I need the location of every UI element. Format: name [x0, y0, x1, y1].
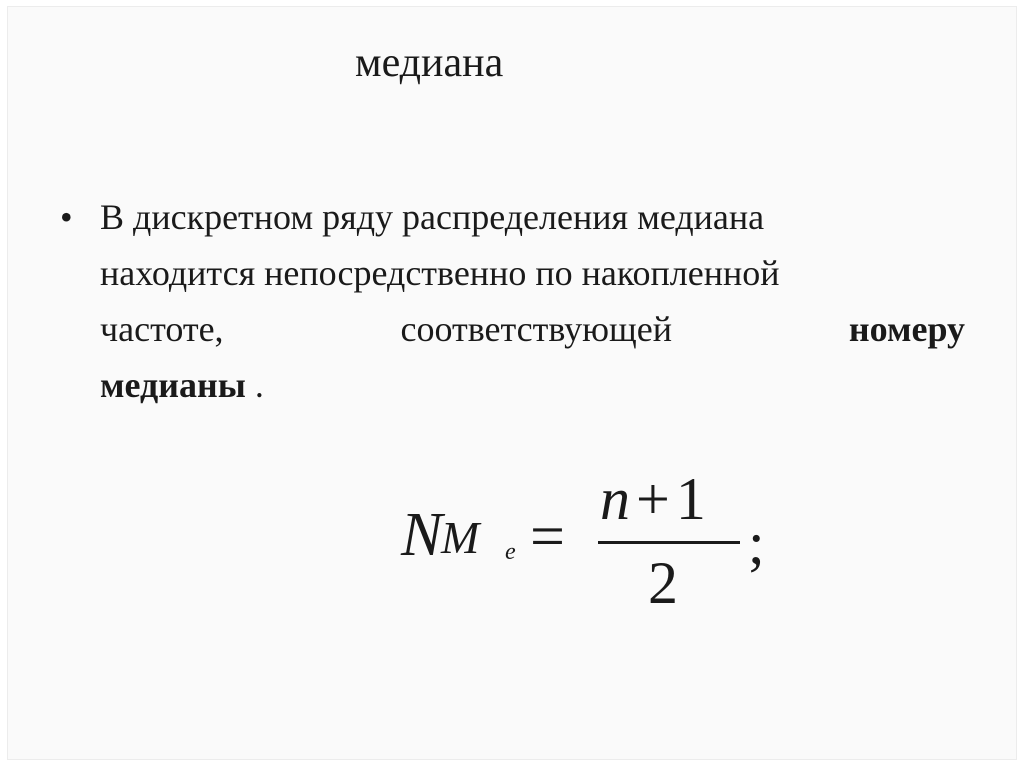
formula-N: N [401, 501, 443, 569]
paragraph-line-3 [100, 301, 965, 357]
formula-semicolon: ; [748, 510, 765, 576]
median-number-formula [395, 462, 795, 632]
line-4-period: . [245, 365, 264, 405]
line-3-word-chastote: частоте, [100, 309, 224, 349]
paragraph-line-4 [100, 357, 965, 413]
numerator-n: n [600, 466, 630, 532]
numerator-plus: + [636, 466, 670, 532]
line-4-bold-mediany: медианы [100, 365, 246, 405]
formula-equals: = [530, 503, 565, 571]
formula-e-subscript: e [505, 539, 516, 565]
formula-numerator [600, 466, 706, 532]
bullet-marker: • [60, 197, 73, 237]
line-3-word-sootvetstvuyushchey: соответствующей [400, 309, 672, 349]
numerator-one: 1 [675, 466, 706, 532]
paragraph-line-1: В дискретном ряду распределения медиана [100, 197, 765, 237]
line-3-bold-nomeru: номеру [848, 309, 965, 349]
paragraph-line-2: находится непосредственно по накопленной [100, 253, 780, 293]
fraction-bar [598, 541, 740, 544]
slide-title: медиана [355, 40, 504, 86]
formula-M: M [441, 512, 480, 563]
formula-denominator: 2 [648, 550, 678, 616]
